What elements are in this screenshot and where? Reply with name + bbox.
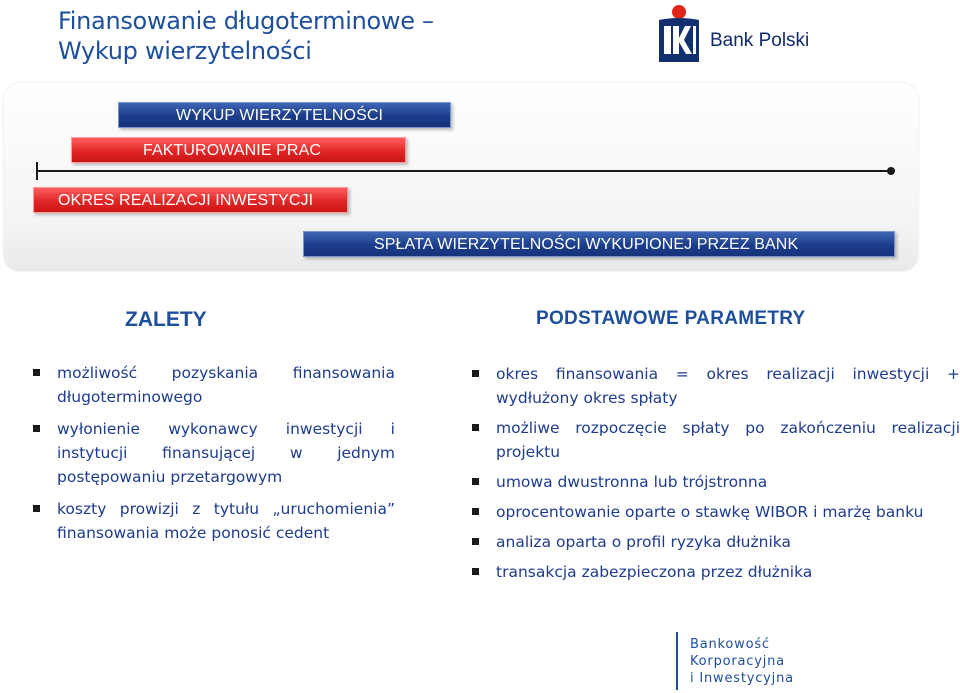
- title-line-1: Finansowanie długoterminowe –: [58, 7, 434, 35]
- zalety-list: [33, 361, 395, 553]
- zalety-heading: ZALETY: [125, 308, 207, 331]
- list-item: wyłonienie wykonawcy inwestycji i instytucji finansującej w jednym postępowaniu przetargowym: [33, 417, 395, 489]
- pko-logo-icon: [655, 4, 703, 64]
- footer-divider: [676, 632, 678, 690]
- square-bullet-icon: [472, 478, 479, 485]
- bar-label: OKRES REALIZACJI INWESTYCJI: [58, 192, 314, 209]
- square-bullet-icon: [472, 424, 479, 431]
- list-item: oprocentowanie oparte o stawkę WIBOR i marżę banku: [472, 500, 960, 524]
- bar-splata-wierzytelnosci: [303, 231, 895, 257]
- square-bullet-icon: [472, 538, 479, 545]
- parametry-heading: PODSTAWOWE PARAMETRY: [536, 308, 806, 329]
- bar-okres-realizacji: [33, 187, 348, 213]
- bank-logo: [655, 4, 815, 66]
- parametry-list: [472, 362, 960, 590]
- square-bullet-icon: [472, 568, 479, 575]
- timeline-start-tick: [36, 162, 38, 180]
- square-bullet-icon: [33, 425, 40, 432]
- bar-label: FAKTUROWANIE PRAC: [143, 142, 322, 159]
- square-bullet-icon: [472, 370, 479, 377]
- footer-line-2: Korporacyjna: [690, 654, 785, 669]
- list-item: analiza oparta o profil ryzyka dłużnika: [472, 530, 960, 554]
- list-item: możliwość pozyskania finansowania długoterminowego: [33, 361, 395, 409]
- page-title: [58, 6, 434, 66]
- bar-wykup-wierzytelnosci: [118, 102, 451, 128]
- square-bullet-icon: [33, 505, 40, 512]
- footer-division-name: [690, 636, 794, 687]
- title-line-2: Wykup wierzytelności: [58, 37, 312, 65]
- bar-label: SPŁATA WIERZYTELNOŚCI WYKUPIONEJ PRZEZ BANK: [374, 236, 799, 253]
- list-item: okres finansowania = okres realizacji inwestycji + wydłużony okres spłaty: [472, 362, 960, 410]
- footer-line-1: Bankowość: [690, 637, 770, 652]
- square-bullet-icon: [472, 508, 479, 515]
- list-item: transakcja zabezpieczona przez dłużnika: [472, 560, 960, 584]
- bar-fakturowanie-prac: [71, 137, 406, 163]
- timeline-axis: [38, 170, 892, 172]
- footer-line-3: i Inwestycyjna: [690, 671, 794, 686]
- bank-name: Bank Polski: [710, 30, 810, 51]
- list-item: koszty prowizji z tytułu „uruchomienia” finansowania może ponosić cedent: [33, 497, 395, 545]
- list-item: możliwe rozpoczęcie spłaty po zakończeniu realizacji projektu: [472, 416, 960, 464]
- list-item: umowa dwustronna lub trójstronna: [472, 470, 960, 494]
- square-bullet-icon: [33, 369, 40, 376]
- bar-label: WYKUP WIERZYTELNOŚCI: [176, 107, 384, 124]
- timeline-end-marker: [887, 167, 895, 175]
